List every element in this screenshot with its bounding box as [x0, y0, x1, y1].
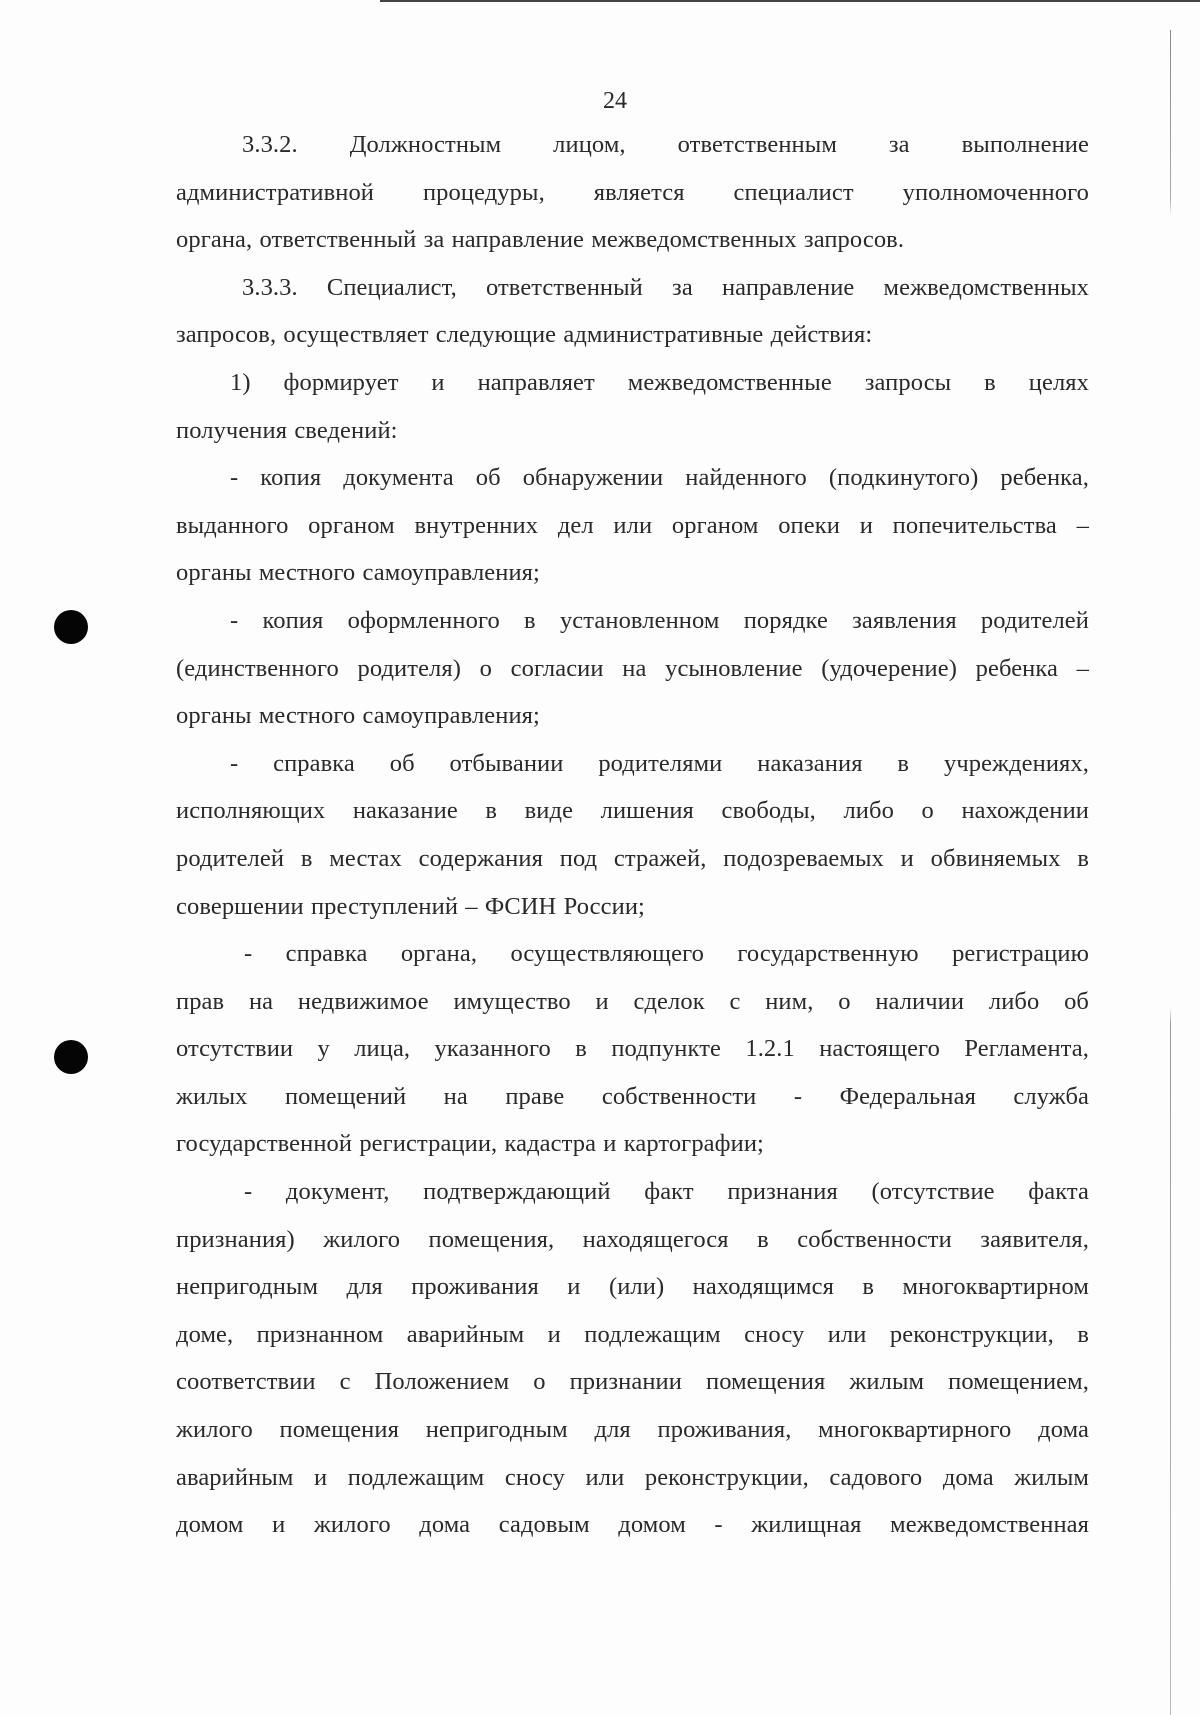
text-line: 3.3.2. Должностным лицом, ответственным за выполнение	[242, 131, 1089, 158]
paragraph-3-3-3	[176, 264, 1089, 359]
text-line: - документ, подтверждающий факт признания (отсутствие факта	[244, 1178, 1089, 1206]
paragraph-3-3-2	[176, 121, 1089, 264]
text-line: - копия документа об обнаружении найденного (подкинутого) ребенка,	[230, 464, 1089, 492]
text-line: (единственного родителя) о согласии на усыновление (удочерение) ребенка –	[176, 654, 1089, 682]
text-line: жилых помещений на праве собственности - Федеральная служба	[176, 1082, 1089, 1110]
punch-hole-top	[54, 610, 88, 644]
text-line: родителей в местах содержания под стражей, подозреваемых и обвиняемых в	[176, 844, 1089, 872]
text-line: 1) формирует и направляет межведомственные запросы в целях	[230, 368, 1089, 396]
text-line: доме, признанном аварийным и подлежащим сносу или реконструкции, в	[176, 1320, 1089, 1348]
paragraph-fsin-certificate	[176, 740, 1089, 930]
text-line: исполняющих наказание в виде лишения свободы, либо о нахождении	[176, 797, 1089, 825]
paragraph-copy-found-child	[176, 454, 1089, 597]
paragraph-housing-document	[176, 1168, 1089, 1549]
text-line: аварийным и подлежащим сносу или реконструкции, садового дома жилым	[176, 1463, 1089, 1491]
text-line: органа, ответственный за направление межведомственных запросов.	[176, 226, 905, 254]
text-line: административной процедуры, является специалист уполномоченного	[176, 178, 1089, 206]
paragraph-rosreestr-certificate	[176, 930, 1089, 1168]
text-line: органы местного самоуправления;	[176, 702, 540, 730]
text-line: совершении преступлений – ФСИН России;	[176, 892, 645, 920]
paragraph-item-1	[176, 359, 1089, 454]
text-line: выданного органом внутренних дел или органом опеки и попечительства –	[176, 511, 1089, 539]
text-line: - справка об отбывании родителями наказания в учреждениях,	[230, 749, 1089, 777]
text-line: органы местного самоуправления;	[176, 559, 540, 587]
text-line: жилого помещения непригодным для проживания, многоквартирного дома	[176, 1416, 1089, 1444]
text-line: - копия оформленного в установленном порядке заявления родителей	[230, 606, 1089, 634]
top-border-line	[380, 0, 1200, 2]
text-line: запросов, осуществляет следующие административные действия:	[176, 321, 873, 349]
punch-hole-bottom	[54, 1040, 88, 1074]
page-number: 24	[603, 88, 627, 114]
text-line: соответствии с Положением о признании помещения жилым помещением,	[176, 1368, 1089, 1396]
text-line: непригодным для проживания и (или) находящимся в многоквартирном	[176, 1273, 1089, 1301]
text-line: - справка органа, осуществляющего государственную регистрацию	[244, 940, 1089, 968]
text-line: признания) жилого помещения, находящегося в собственности заявителя,	[176, 1225, 1089, 1253]
text-line: 3.3.3. Специалист, ответственный за направление межведомственных	[242, 273, 1089, 301]
text-line: прав на недвижимое имущество и сделок с ним, о наличии либо об	[176, 987, 1089, 1015]
paragraph-copy-consent	[176, 597, 1089, 740]
text-line: получения сведений:	[176, 416, 398, 444]
text-line: домом и жилого дома садовым домом - жилищная межведомственная	[176, 1511, 1089, 1539]
right-scan-edge	[1170, 30, 1171, 1715]
body-text	[176, 121, 1089, 1549]
text-line: отсутствии у лица, указанного в подпункте 1.2.1 настоящего Регламента,	[176, 1035, 1089, 1063]
text-line: государственной регистрации, кадастра и картографии;	[176, 1130, 764, 1158]
